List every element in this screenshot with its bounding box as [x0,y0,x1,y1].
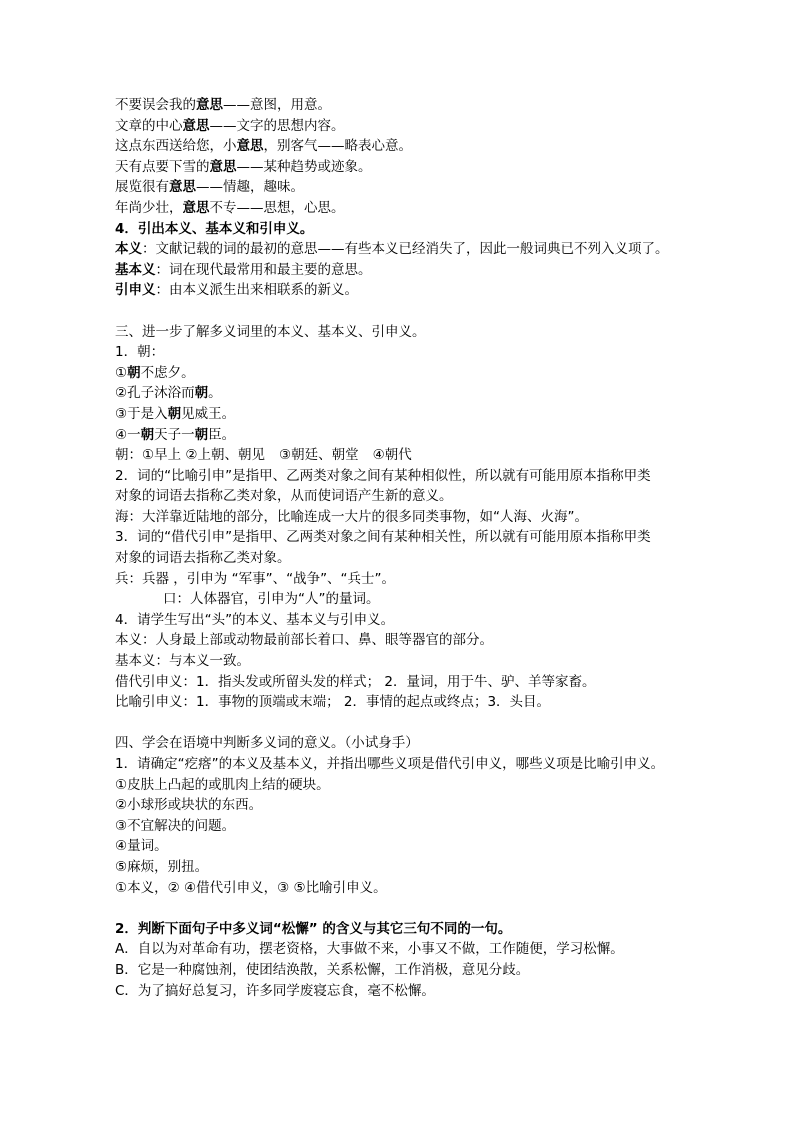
example-line: ④一朝天子一朝臣。 [115,426,236,443]
meaning-line: 年尚少壮，意思不专——思想，心思。 [115,199,345,216]
example-line: ③于是入朝见威王。 [115,405,236,422]
meaning-line: 天有点要下雪的意思——某种趋势或迹象。 [115,158,372,175]
option-line: ④量词。 [115,838,168,855]
spacer [115,898,715,919]
paragraph-line: 兵：兵器 ，引申为 “军事”、“战争”、“兵士”。 [115,570,396,587]
definition-yinshen: 引申义：由本义派生出来相联系的新义。 [115,282,358,299]
part3-heading: 三、进一步了解多义词里的本义、基本义、引申义。 [115,323,426,340]
option-line: ②小球形或块状的东西。 [115,797,263,814]
answer-line: ①本义，② ④借代引申义，③ ⑤比喻引申义。 [115,879,387,896]
meaning-line: 文章的中心意思——文字的思想内容。 [115,117,345,134]
meaning-line: 不要误会我的意思——意图，用意。 [115,97,331,113]
option-line: ①皮肤上凸起的或肌肉上结的硬块。 [115,776,330,793]
paragraph-line: 比喻引申义：1．事物的顶端或末端； 2．事情的起点或终点；3．头目。 [115,694,551,711]
paragraph-line: 3．词的“借代引申”是指甲、乙两类对象之间有某种相关性，所以就有可能用原本指称甲类 [115,529,651,546]
paragraph-line: 海：大洋靠近陆地的部分，比喻连成一大片的很多同类事物，如“人海、火海”。 [115,508,588,525]
option-line: ⑤麻烦，别扭。 [115,858,209,875]
spacer [115,301,715,322]
document-page [115,95,715,1001]
paragraph-line: 基本义：与本义一致。 [115,653,250,670]
question-line: 1．请确定“疙瘩”的本义及基本义，并指出哪些义项是借代引申义，哪些义项是比喻引申义。 [115,756,665,772]
spacer [115,713,715,734]
definition-benyi: 本义：文献记载的词的最初的意思——有些本义已经消失了，因此一般词典已不列入义项了。 [115,241,669,258]
part4-heading: 四、学会在语境中判断多义词的意义。（小试身手） [115,735,419,752]
definition-jibenyi: 基本义：词在现代最常用和最主要的意思。 [115,261,372,278]
choice-line: A．自以为对革命有功，摆老资格，大事做不来，小事又不做，工作随便，学习松懈。 [115,941,624,958]
item-title: 1．朝： [115,344,165,361]
paragraph-line: 本义：人身最上部或动物最前部长着口、鼻、眼等器官的部分。 [115,632,493,649]
paragraph-line: 借代引申义：1．指头发或所留头发的样式； 2．量词，用于牛、驴、羊等家畜。 [115,673,596,690]
paragraph-line: 2．词的“比喻引申”是指甲、乙两类对象之间有某种相似性，所以就有可能用原本指称甲类 [115,467,651,484]
question-line: 2．判断下面句子中多义词“松懈” 的含义与其它三句不同的一句。 [115,920,512,937]
paragraph-line: 口：人体器官，引申为“人”的量词。 [163,591,380,608]
paragraph-line: 对象的词语去指称乙类对象。 [115,550,291,567]
choice-line: C．为了搞好总复习，许多同学废寝忘食，毫不松懈。 [115,982,435,999]
choice-line: B．它是一种腐蚀剂，使团结涣散，关系松懈，工作消极，意见分歧。 [115,961,530,978]
option-line: ③不宜解决的问题。 [115,817,236,834]
section-heading: 4．引出本义、基本义和引申义。 [115,220,314,237]
paragraph-line: 对象的词语去指称乙类对象，从而使词语产生新的意义。 [115,488,453,505]
example-line: ①朝不虑夕。 [115,364,195,381]
answer-line: 朝：①早上 ②上朝、朝见 ③朝廷、朝堂 ④朝代 [115,447,412,464]
example-line: ②孔子沐浴而朝。 [115,385,222,402]
meaning-line: 这点东西送给您，小意思，别客气——略表心意。 [115,138,412,155]
meaning-line: 展览很有意思——情趣，趣味。 [115,179,304,196]
paragraph-line: 4．请学生写出“头”的本义、基本义与引申义。 [115,611,395,628]
